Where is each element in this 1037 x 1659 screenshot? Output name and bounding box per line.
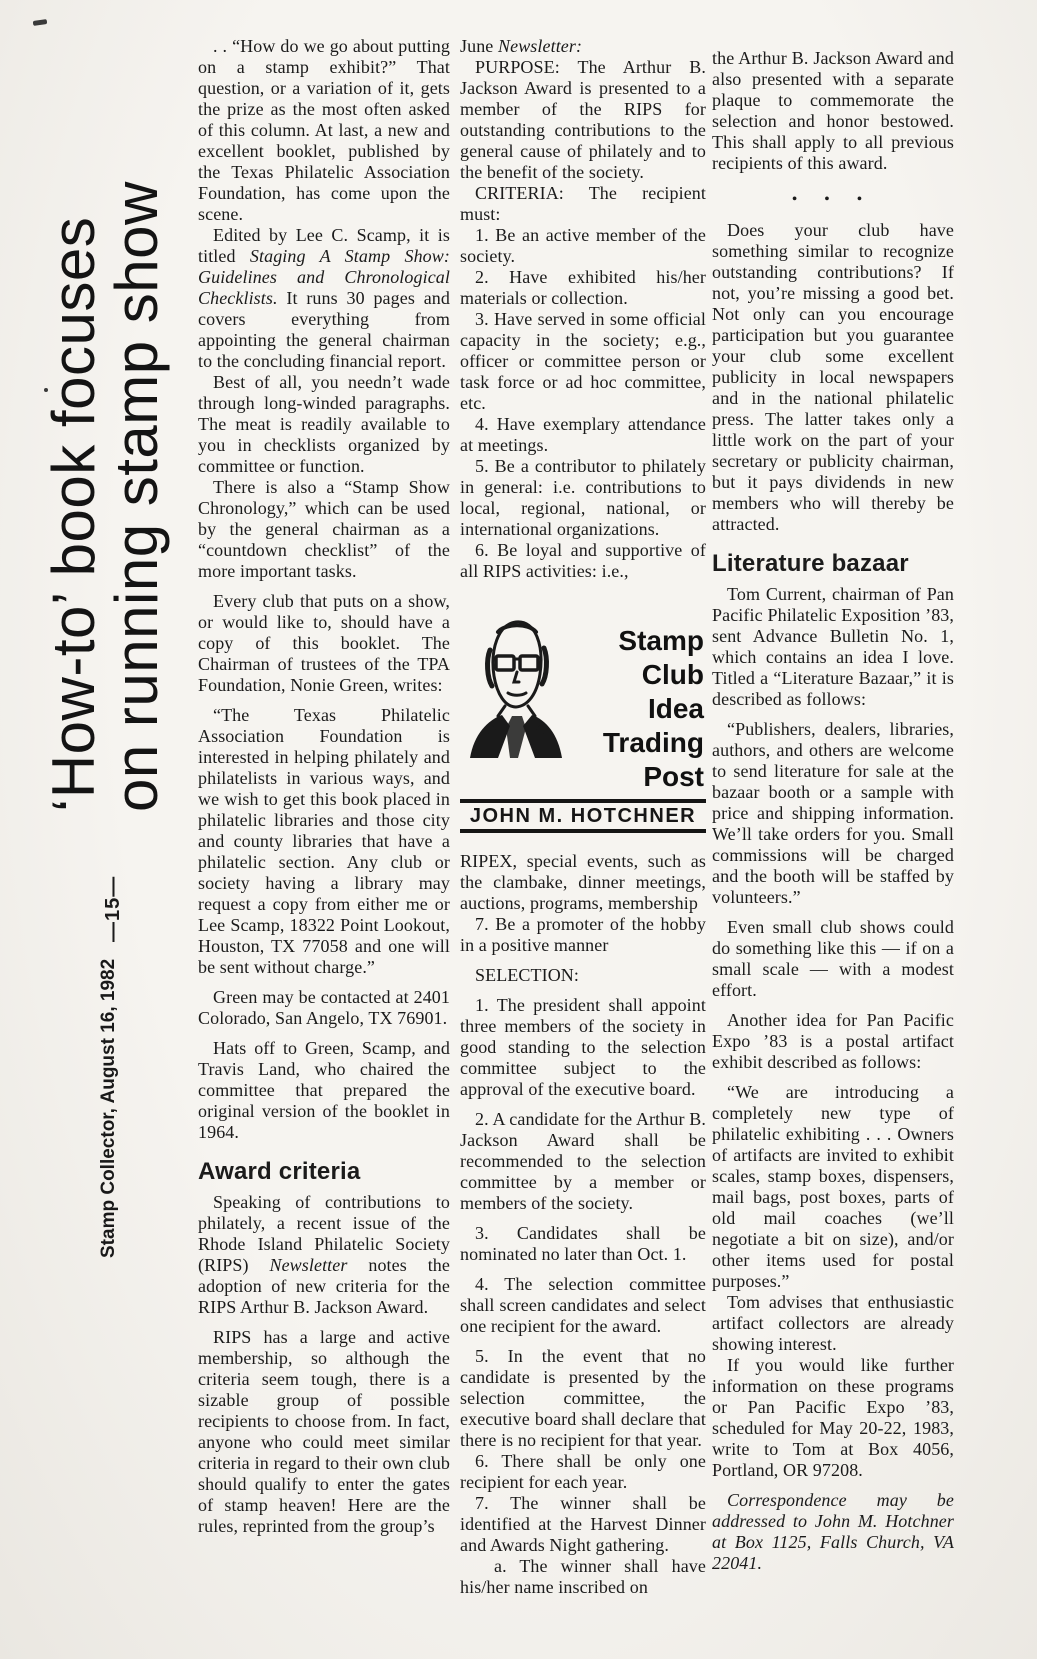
paragraph: June Newsletter: — [460, 36, 583, 56]
section-separator: • • • — [792, 192, 874, 207]
paragraph: 6. Be loyal and supportive of all RIPS activities: i.e., — [460, 540, 706, 581]
article-column-1 — [198, 36, 450, 1537]
paragraph: PURPOSE: The Arthur B. Jackson Award is presented to a member of the RIPS for outstanding contributions to the general cause of philately and to the benefit of the society. — [460, 57, 706, 182]
masthead: Stamp Collector, August 16, 1982 — [98, 958, 119, 1258]
headline — [42, 181, 168, 812]
paragraph: RIPS has a large and active membership, so although the criteria seem tough, there is a sizable group of possible recipients to choose from. In fact, anyone who could meet similar criteria in regard to their own club should qualify to enter the gates of stamp heaven! Here are the rules, reprinted from the group’s — [198, 1327, 450, 1536]
paragraph: SELECTION: — [475, 965, 579, 985]
paragraph: 4. The selection committee shall screen candidates and select one recipient for the award. — [460, 1274, 706, 1336]
section-heading: Literature bazaar — [712, 550, 909, 577]
article-column-3 — [712, 48, 954, 1574]
feature-box-title-line: Trading — [602, 727, 704, 758]
paragraph: 1. Be an active member of the society. — [460, 225, 706, 266]
section-heading: Award criteria — [198, 1158, 361, 1185]
paragraph: 7. The winner shall be identified at the Harvest Dinner and Awards Night gathering. — [460, 1493, 706, 1555]
headline-line-1: ‘How-to’ book focuses — [40, 216, 107, 812]
paragraph: Tom advises that enthusiastic artifact collectors are already showing interest. — [712, 1292, 954, 1354]
paragraph: 5. In the event that no candidate is presented by the selection committee, the executive board shall declare that there is no recipient for that year. — [460, 1346, 706, 1450]
paragraph: 7. Be a promoter of the hobby in a positive manner — [460, 914, 706, 955]
paragraph: RIPEX, special events, such as the clambake, dinner meetings, auctions, programs, membership — [460, 851, 706, 913]
paragraph: 2. A candidate for the Arthur B. Jackson Award shall be recommended to the selection committee by a member or members of the society. — [460, 1109, 706, 1213]
paragraph: CRITERIA: The recipient must: — [460, 183, 706, 224]
paragraph: 2. Have exhibited his/her materials or collection. — [460, 267, 706, 308]
paragraph: Even small club shows could do something like this — if on a small scale — with a modest effort. — [712, 917, 954, 1000]
feature-box-title-line: Post — [643, 761, 704, 792]
feature-box-top — [460, 598, 706, 794]
paragraph: Edited by Lee C. Scamp, it is titled Staging A Stamp Show: Guidelines and Chronological Checklists. It runs 30 pages and covers everything from appointing the general chairman to the concluding financial report. — [198, 225, 450, 371]
paragraph: Does your club have something similar to recognize outstanding contributions? If not, you’re missing a good bet. Not only can you encourage participation but you guarantee your club some excellent publicity in local newspapers and in the national philatelic press. The latter takes only a little work on the part of your secretary or publicity chairman, but it pays dividends in new members who will thereby be attracted. — [712, 220, 954, 534]
paragraph: 5. Be a contributor to philately in general: i.e. contributions to local, regional, national, or international organizations. — [460, 456, 706, 539]
feature-box — [460, 598, 706, 833]
paragraph: “The Texas Philatelic Association Foundation is interested in helping philately and philatelists in various ways, and we wish to get this book placed in philatelic libraries and those city and county libraries that have a philatelic section. Any club or society having a library may request a copy from either me or Lee Scamp, 18322 Point Lookout, Houston, TX 77058 and one will be sent without charge.” — [198, 705, 450, 977]
paragraph: 6. There shall be only one recipient for each year. — [460, 1451, 706, 1492]
paragraph: Correspondence may be addressed to John M. Hotchner at Box 1125, Falls Church, VA 22041. — [712, 1490, 954, 1573]
paragraph: 1. The president shall appoint three members of the society in good standing to the selection committee subject to the approval of the executive board. — [460, 995, 706, 1099]
page-number: —15— — [102, 875, 124, 942]
paragraph: If you would like further information on these programs or Pan Pacific Expo ’83, scheduled for May 20-22, 1983, write to Tom at Box 4056, Portland, OR 97208. — [712, 1355, 954, 1480]
paragraph: Hats off to Green, Scamp, and Travis Land, who chaired the committee that prepared the original version of the booklet in 1964. — [198, 1038, 450, 1142]
paragraph: 3. Have served in some official capacity in the society; e.g., officer or committee person or task force or ad hoc committee, etc. — [460, 309, 706, 413]
paragraph: the Arthur B. Jackson Award and also presented with a separate plaque to commemorate the selection and honor bestowed. This shall apply to all previous recipients of this award. — [712, 48, 954, 173]
paragraph: Tom Current, chairman of Pan Pacific Philatelic Exposition ’83, sent Advance Bulletin No. 1, which contains an idea I love. Titled a “Literature Bazaar,” it is described as follows: — [712, 584, 954, 709]
byline-rule-bottom — [460, 829, 706, 833]
paragraph: . . “How do we go about putting on a stamp exhibit?” That question, or a variation of it, gets the prize as the most often asked of this column. At last, a new and excellent booklet, published by the Texas Philatelic Association Foundation, has come upon the scene. — [198, 36, 450, 224]
headline-line-2: on running stamp show — [103, 181, 170, 812]
paragraph: Another idea for Pan Pacific Expo ’83 is a postal artifact exhibit described as follows: — [712, 1010, 954, 1072]
scan-speck — [33, 19, 48, 26]
paragraph: Green may be contacted at 2401 Colorado, San Angelo, TX 76901. — [198, 987, 450, 1028]
feature-box-title — [572, 598, 706, 794]
paragraph: There is also a “Stamp Show Chronology,” which can be used by the general chairman as a “countdown checklist” of the more important tasks. — [198, 477, 450, 581]
byline: JOHN M. HOTCHNER — [469, 805, 697, 827]
article-column-2 — [460, 36, 706, 1598]
feature-box-title-line: Idea — [647, 693, 704, 724]
paragraph: Best of all, you needn’t wade through long-winded paragraphs. The meat is readily available to you in checklists organized by committee or function. — [198, 372, 450, 476]
paragraph: Speaking of contributions to philately, a recent issue of the Rhode Island Philatelic Society (RIPS) Newsletter notes the adoption of new criteria for the RIPS Arthur B. Jackson Award. — [198, 1192, 450, 1317]
column-2-lower-text — [460, 851, 706, 1598]
column-2-upper-text — [460, 36, 706, 582]
paragraph: a. The winner shall have his/her name inscribed on — [460, 1556, 706, 1597]
paragraph: “Publishers, dealers, libraries, authors, and others are welcome to send literature for sale at the bazaar booth or a sample with price and shipping information. We’ll take orders for you. Small commissions will be charged and the booth will be staffed by volunteers.” — [712, 719, 954, 907]
man-with-glasses-portrait-icon — [460, 598, 572, 758]
paragraph: Every club that puts on a show, or would like to, should have a copy of this booklet. The Chairman of trustees of the TPA Foundation, Nonie Green, writes: — [198, 591, 450, 695]
paragraph: “We are introducing a completely new type of philatelic exhibiting . . . Owners of artifacts are invited to exhibit scales, stamp boxes, dispensers, mail bags, post boxes, parts of old mail coaches (we’ll negotiate a bit on size), and/or other items used for postal purposes.” — [712, 1082, 954, 1291]
paragraph: 3. Candidates shall be nominated no later than Oct. 1. — [460, 1223, 706, 1264]
feature-box-title-line: Stamp Club — [618, 625, 704, 690]
paragraph: 4. Have exemplary attendance at meetings. — [460, 414, 706, 455]
